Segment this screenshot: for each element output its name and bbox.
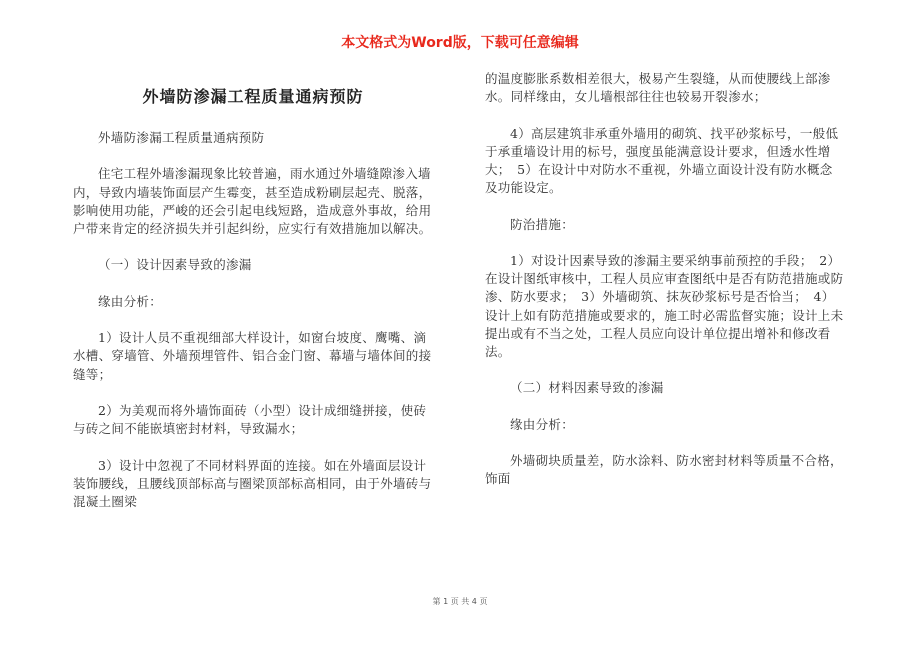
material-cause-1: 外墙砌块质量差，防水涂料、防水密封材料等质量不合格，饰面: [485, 453, 843, 487]
subtitle-paragraph: 外墙防渗漏工程质量通病预防: [98, 130, 265, 145]
prevention-label: 防治措施：: [510, 216, 575, 232]
prevention-measures: 1）对设计因素导致的渗漏主要采纳事前预控的手段； 2）在设计图纸审核中，工程人员应审查图纸中是否有防范措施或防渗、防水要求； 3）外墙砌筑、抹灰砂浆标号是否恰当； 4）设计上如有防范措施或要求的，施工时必需监督实施；设计上未提出或有不当之处，工程人员应向设计单位提出增补和修改看法。: [485, 252, 844, 359]
page-footer: 第 1 页 共 4 页: [432, 597, 488, 606]
right-column: [485, 70, 845, 489]
design-cause-3: 3）设计中忽视了不同材料界面的连接。如在外墙面层设计装饰腰线，且腰线顶部标高与圈梁顶部标高相同，由于外墙砖与混凝土圈梁: [73, 457, 432, 509]
intro-paragraph: 住宅工程外墙渗漏现象比较普遍，雨水通过外墙缝隙渗入墙内，导致内墙装饰面层产生霉变，甚至造成粉刷层起壳、脱落，影响使用功能，严峻的还会引起电线短路，造成意外事故，给用户带来肯定的经济损失并引起纠纷，应实行有效措施加以解决。: [73, 166, 432, 236]
section-heading-material: （二）材料因素导致的渗漏: [510, 380, 664, 396]
cause-analysis-label: 缘由分析：: [98, 293, 163, 309]
section-heading-design: （一）设计因素导致的渗漏: [98, 257, 252, 273]
design-cause-3-continued: 的温度膨胀系数相差很大，极易产生裂缝，从而使腰线上部渗水。同样缘由，女儿墙根部往往也较易开裂渗水；: [485, 71, 831, 105]
design-cause-1: 1）设计人员不重视细部大样设计，如窗台坡度、鹰嘴、滴水槽、穿墙管、外墙预埋管件、铝合金门窗、幕墙与墙体间的接缝等；: [73, 330, 432, 382]
material-cause-analysis-label: 缘由分析：: [510, 416, 575, 432]
design-cause-2: 2）为美观而将外墙饰面砖（小型）设计成细缝拼接，使砖与砖之间不能嵌填密封材料，导致漏水；: [73, 402, 427, 437]
left-column: [73, 70, 433, 511]
word-format-banner: 本文格式为Word版，下载可任意编辑: [341, 35, 579, 51]
document-title: 外墙防渗漏工程质量通病预防: [142, 87, 364, 106]
design-cause-4-5: 4）高层建筑非承重外墙用的砌筑、找平砂浆标号，一般低于承重墙设计用的标号，强度虽能满意设计要求，但透水性增大； 5）在设计中对防水不重视，外墙立面设计没有防水概念及功能设定。: [485, 125, 839, 196]
